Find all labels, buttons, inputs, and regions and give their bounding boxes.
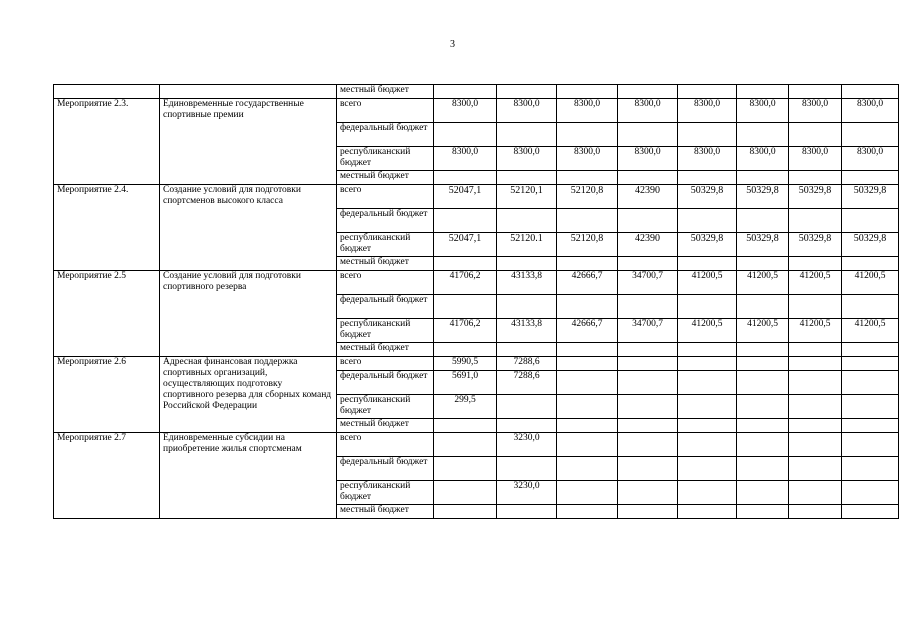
value-cell	[618, 209, 678, 233]
value-cell	[434, 505, 497, 519]
value-cell	[842, 457, 899, 481]
measure-id-cell: Мероприятие 2.4.	[54, 185, 160, 271]
value-cell	[789, 209, 842, 233]
value-cell	[497, 419, 557, 433]
value-cell: 8300,0	[842, 99, 899, 123]
value-cell: 50329,8	[789, 233, 842, 257]
value-cell	[497, 209, 557, 233]
value-cell	[618, 357, 678, 371]
value-cell: 34700,7	[618, 271, 678, 295]
value-cell	[842, 433, 899, 457]
value-cell: 41200,5	[842, 271, 899, 295]
value-cell	[678, 371, 737, 395]
value-cell: 8300,0	[789, 99, 842, 123]
value-cell	[737, 395, 789, 419]
value-cell	[842, 419, 899, 433]
value-cell: 50329,8	[842, 185, 899, 209]
source-label-cell: республиканский бюджет	[337, 319, 434, 343]
value-cell	[557, 209, 618, 233]
value-cell	[678, 457, 737, 481]
value-cell	[434, 85, 497, 99]
value-cell	[434, 257, 497, 271]
value-cell	[789, 357, 842, 371]
measure-id-cell: Мероприятие 2.6	[54, 357, 160, 433]
source-label-cell: местный бюджет	[337, 171, 434, 185]
value-cell: 52120,8	[557, 233, 618, 257]
source-label-cell: всего	[337, 99, 434, 123]
value-cell	[737, 123, 789, 147]
value-cell: 34700,7	[618, 319, 678, 343]
value-cell	[789, 481, 842, 505]
value-cell	[678, 433, 737, 457]
source-label-cell: республиканский бюджет	[337, 481, 434, 505]
value-cell: 5691,0	[434, 371, 497, 395]
value-cell	[789, 171, 842, 185]
value-cell	[618, 85, 678, 99]
value-cell: 8300,0	[557, 147, 618, 171]
value-cell: 41200,5	[737, 271, 789, 295]
value-cell	[737, 505, 789, 519]
value-cell	[557, 357, 618, 371]
value-cell	[557, 343, 618, 357]
value-cell	[842, 343, 899, 357]
value-cell	[434, 295, 497, 319]
value-cell	[737, 295, 789, 319]
value-cell	[678, 419, 737, 433]
value-cell: 52120.1	[497, 233, 557, 257]
value-cell: 52047,1	[434, 185, 497, 209]
value-cell: 8300,0	[497, 99, 557, 123]
value-cell	[678, 85, 737, 99]
value-cell	[434, 457, 497, 481]
value-cell	[434, 481, 497, 505]
source-label-cell: местный бюджет	[337, 343, 434, 357]
source-label-cell: федеральный бюджет	[337, 457, 434, 481]
value-cell	[497, 85, 557, 99]
measure-title-cell	[160, 85, 337, 99]
value-cell	[618, 123, 678, 147]
value-cell	[842, 295, 899, 319]
value-cell	[497, 123, 557, 147]
measure-id-cell: Мероприятие 2.3.	[54, 99, 160, 185]
measure-title-cell: Адресная финансовая поддержка спортивных организаций, осуществляющих подготовку спортивного резерва для сборных команд Российской Федерации	[160, 357, 337, 433]
source-label-cell: местный бюджет	[337, 85, 434, 99]
value-cell	[557, 371, 618, 395]
value-cell	[618, 171, 678, 185]
value-cell	[557, 481, 618, 505]
table-row	[54, 433, 899, 457]
page-number: 3	[450, 39, 455, 50]
value-cell	[618, 481, 678, 505]
source-label-cell: местный бюджет	[337, 419, 434, 433]
value-cell	[618, 419, 678, 433]
value-cell	[618, 505, 678, 519]
value-cell: 8300,0	[737, 147, 789, 171]
value-cell: 8300,0	[557, 99, 618, 123]
source-label-cell: республиканский бюджет	[337, 147, 434, 171]
value-cell: 41200,5	[737, 319, 789, 343]
source-label-cell: местный бюджет	[337, 505, 434, 519]
source-label-cell: всего	[337, 185, 434, 209]
value-cell	[678, 481, 737, 505]
value-cell	[557, 419, 618, 433]
value-cell	[618, 457, 678, 481]
value-cell	[497, 457, 557, 481]
value-cell	[618, 395, 678, 419]
value-cell	[678, 357, 737, 371]
value-cell: 8300,0	[678, 147, 737, 171]
value-cell: 50329,8	[737, 185, 789, 209]
value-cell: 3230,0	[497, 481, 557, 505]
value-cell: 3230,0	[497, 433, 557, 457]
table-row	[54, 85, 899, 99]
source-label-cell: местный бюджет	[337, 257, 434, 271]
source-label-cell: республиканский бюджет	[337, 395, 434, 419]
source-label-cell: федеральный бюджет	[337, 371, 434, 395]
value-cell: 50329,8	[842, 233, 899, 257]
value-cell	[678, 171, 737, 185]
source-label-cell: федеральный бюджет	[337, 295, 434, 319]
source-label-cell: всего	[337, 433, 434, 457]
budget-table	[53, 84, 899, 519]
value-cell	[789, 371, 842, 395]
value-cell	[842, 395, 899, 419]
value-cell: 8300,0	[678, 99, 737, 123]
value-cell: 41200,5	[678, 319, 737, 343]
value-cell	[789, 395, 842, 419]
value-cell: 41200,5	[842, 319, 899, 343]
value-cell	[842, 371, 899, 395]
value-cell	[618, 257, 678, 271]
value-cell	[737, 481, 789, 505]
value-cell: 8300,0	[789, 147, 842, 171]
value-cell: 8300,0	[618, 147, 678, 171]
value-cell	[618, 343, 678, 357]
table-row	[54, 357, 899, 371]
value-cell: 41200,5	[678, 271, 737, 295]
measure-id-cell: Мероприятие 2.7	[54, 433, 160, 519]
value-cell	[434, 123, 497, 147]
value-cell	[678, 123, 737, 147]
value-cell	[497, 257, 557, 271]
value-cell: 8300,0	[497, 147, 557, 171]
value-cell	[737, 257, 789, 271]
value-cell: 5990,5	[434, 357, 497, 371]
value-cell	[434, 171, 497, 185]
value-cell: 52047,1	[434, 233, 497, 257]
value-cell	[618, 295, 678, 319]
value-cell: 50329,8	[678, 185, 737, 209]
value-cell	[737, 419, 789, 433]
table-row	[54, 185, 899, 209]
value-cell: 50329,8	[678, 233, 737, 257]
value-cell	[557, 457, 618, 481]
measure-id-cell: Мероприятие 2.5	[54, 271, 160, 357]
value-cell: 8300,0	[434, 99, 497, 123]
value-cell	[842, 171, 899, 185]
value-cell	[557, 295, 618, 319]
value-cell	[789, 419, 842, 433]
value-cell: 42666,7	[557, 319, 618, 343]
value-cell	[497, 171, 557, 185]
source-label-cell: федеральный бюджет	[337, 123, 434, 147]
value-cell	[497, 505, 557, 519]
value-cell	[842, 209, 899, 233]
value-cell	[789, 295, 842, 319]
source-label-cell: всего	[337, 271, 434, 295]
source-label-cell: федеральный бюджет	[337, 209, 434, 233]
value-cell: 299,5	[434, 395, 497, 419]
value-cell	[737, 357, 789, 371]
value-cell	[737, 209, 789, 233]
value-cell: 42666,7	[557, 271, 618, 295]
table-row	[54, 99, 899, 123]
source-label-cell: всего	[337, 357, 434, 371]
value-cell	[789, 85, 842, 99]
value-cell: 8300,0	[434, 147, 497, 171]
value-cell	[557, 171, 618, 185]
measure-title-cell: Создание условий для подготовки спортсменов высокого класса	[160, 185, 337, 271]
value-cell: 41200,5	[789, 271, 842, 295]
value-cell	[842, 357, 899, 371]
table-row	[54, 271, 899, 295]
value-cell	[678, 395, 737, 419]
value-cell	[497, 295, 557, 319]
value-cell: 7288,6	[497, 371, 557, 395]
value-cell	[557, 123, 618, 147]
value-cell	[557, 395, 618, 419]
value-cell: 52120,1	[497, 185, 557, 209]
value-cell	[842, 481, 899, 505]
value-cell	[557, 85, 618, 99]
value-cell	[678, 343, 737, 357]
value-cell: 42390	[618, 233, 678, 257]
value-cell	[789, 505, 842, 519]
value-cell	[497, 343, 557, 357]
measure-title-cell: Единовременные субсидии на приобретение жилья спортсменам	[160, 433, 337, 519]
value-cell	[789, 257, 842, 271]
value-cell	[557, 505, 618, 519]
value-cell: 52120,8	[557, 185, 618, 209]
value-cell: 43133,8	[497, 319, 557, 343]
value-cell: 41200,5	[789, 319, 842, 343]
value-cell: 50329,8	[789, 185, 842, 209]
measure-id-cell	[54, 85, 160, 99]
value-cell	[557, 433, 618, 457]
value-cell: 8300,0	[737, 99, 789, 123]
value-cell	[678, 505, 737, 519]
value-cell	[678, 295, 737, 319]
value-cell: 7288,6	[497, 357, 557, 371]
value-cell: 50329,8	[737, 233, 789, 257]
value-cell: 43133,8	[497, 271, 557, 295]
value-cell	[618, 371, 678, 395]
value-cell: 42390	[618, 185, 678, 209]
value-cell	[737, 457, 789, 481]
value-cell	[789, 123, 842, 147]
value-cell	[434, 433, 497, 457]
value-cell	[737, 171, 789, 185]
value-cell	[434, 419, 497, 433]
value-cell	[737, 433, 789, 457]
source-label-cell: республиканский бюджет	[337, 233, 434, 257]
value-cell	[789, 457, 842, 481]
measure-title-cell: Создание условий для подготовки спортивного резерва	[160, 271, 337, 357]
value-cell	[737, 371, 789, 395]
value-cell	[842, 257, 899, 271]
value-cell	[678, 257, 737, 271]
value-cell	[842, 123, 899, 147]
value-cell	[842, 505, 899, 519]
measure-title-cell: Единовременные государственные спортивные премии	[160, 99, 337, 185]
value-cell	[789, 433, 842, 457]
value-cell	[678, 209, 737, 233]
value-cell: 8300,0	[618, 99, 678, 123]
value-cell	[842, 85, 899, 99]
value-cell: 8300,0	[842, 147, 899, 171]
value-cell	[557, 257, 618, 271]
value-cell	[618, 433, 678, 457]
value-cell	[737, 343, 789, 357]
value-cell	[737, 85, 789, 99]
value-cell	[789, 343, 842, 357]
value-cell: 41706,2	[434, 319, 497, 343]
value-cell: 41706,2	[434, 271, 497, 295]
value-cell	[434, 209, 497, 233]
budget-table-body	[54, 85, 899, 519]
value-cell	[497, 395, 557, 419]
value-cell	[434, 343, 497, 357]
